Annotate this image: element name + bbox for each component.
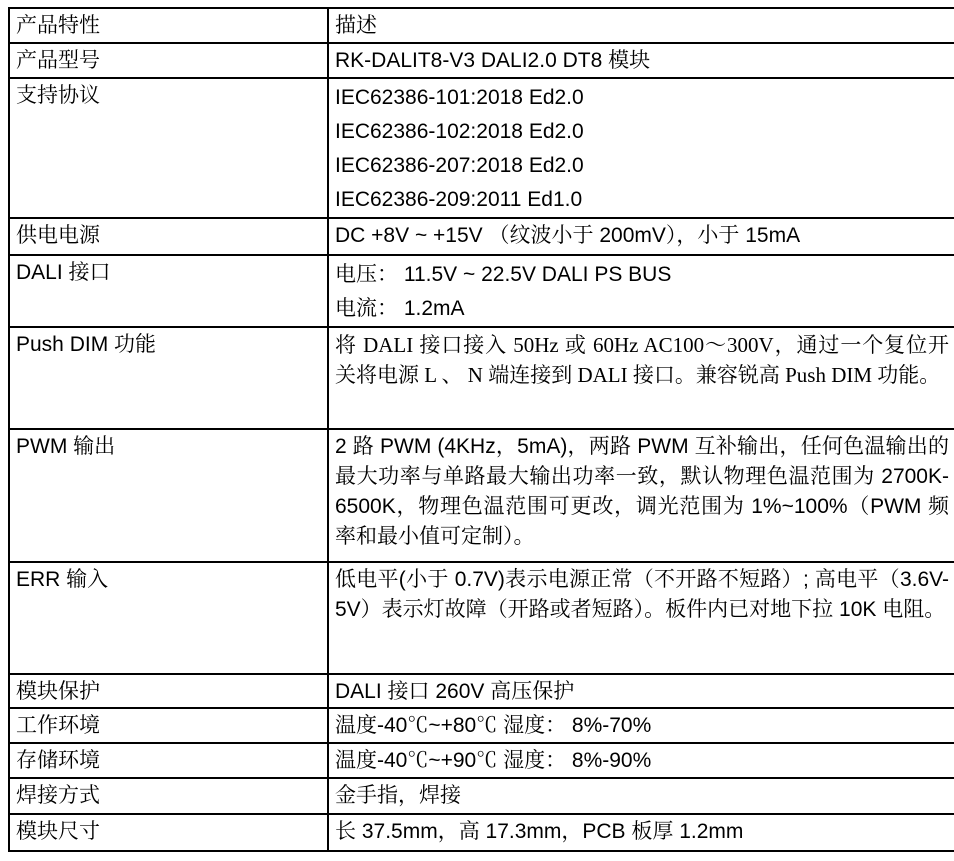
description-cell-power-supply: DC +8V ~ +15V （纹波小于 200mV），小于 15mA (328, 218, 954, 255)
description-cell-pwm-output: 2 路 PWM (4KHz，5mA)，两路 PWM 互补输出，任何色温输出的最大功率与单路最大输出功率一致，默认物理色温范围为 2700K-6500K，物理色温范围可更改，调光范围为 1%~100%（PWM 频率和最小值可定制）。 (328, 429, 954, 562)
protocol-line-2: IEC62386-102:2018 Ed2.0 (335, 120, 584, 143)
feature-cell-pwm-output: PWM 输出 (9, 429, 328, 562)
description-cell-storage-environment: 温度-40℃~+90℃ 湿度： 8%-90% (328, 743, 954, 778)
feature-cell-supported-protocols: 支持协议 (9, 78, 328, 218)
protocol-line-4: IEC62386-209:2011 Ed1.0 (335, 188, 583, 211)
description-cell-soldering-method: 金手指，焊接 (328, 778, 954, 814)
table-row-module-dimensions (9, 814, 954, 851)
description-cell-operating-environment: 温度-40℃~+80℃ 湿度： 8%-70% (328, 708, 954, 743)
product-spec-table (8, 7, 954, 852)
table-row-header (9, 8, 954, 43)
description-cell-push-dim-function: 将 DALI 接口接入 50Hz 或 60Hz AC100～300V，通过一个复位开关将电源 L 、 N 端连接到 DALI 接口。兼容锐高 Push DIM 功能。 (328, 327, 954, 429)
feature-cell-module-dimensions: 模块尺寸 (9, 814, 328, 851)
description-cell-supported-protocols (328, 78, 954, 218)
table-row-supported-protocols (9, 78, 954, 218)
feature-cell-push-dim-function: Push DIM 功能 (9, 327, 328, 429)
table-row-storage-environment (9, 743, 954, 778)
protocol-line-3: IEC62386-207:2018 Ed2.0 (335, 154, 584, 177)
dali-current-line: 电流： 1.2mA (335, 297, 465, 320)
table-row-power-supply (9, 218, 954, 255)
table-row-push-dim-function (9, 327, 954, 429)
description-cell-dali-interface (328, 255, 954, 327)
description-cell-product-model: RK-DALIT8-V3 DALI2.0 DT8 模块 (328, 43, 954, 78)
description-cell-module-dimensions: 长 37.5mm，高 17.3mm，PCB 板厚 1.2mm (328, 814, 954, 851)
protocol-line-1: IEC62386-101:2018 Ed2.0 (335, 86, 584, 109)
table-row-soldering-method (9, 778, 954, 814)
feature-cell-product-model: 产品型号 (9, 43, 328, 78)
table-row-operating-environment (9, 708, 954, 743)
table-row-pwm-output (9, 429, 954, 562)
feature-cell-operating-environment: 工作环境 (9, 708, 328, 743)
dali-voltage-line: 电压： 11.5V ~ 22.5V DALI PS BUS (335, 263, 672, 286)
table-row-product-model (9, 43, 954, 78)
table-row-err-input (9, 562, 954, 674)
header-feature-cell: 产品特性 (9, 8, 328, 43)
feature-cell-err-input: ERR 输入 (9, 562, 328, 674)
feature-cell-storage-environment: 存储环境 (9, 743, 328, 778)
feature-cell-power-supply: 供电电源 (9, 218, 328, 255)
table-row-dali-interface (9, 255, 954, 327)
description-cell-module-protection: DALI 接口 260V 高压保护 (328, 674, 954, 708)
feature-cell-soldering-method: 焊接方式 (9, 778, 328, 814)
feature-cell-dali-interface: DALI 接口 (9, 255, 328, 327)
table-row-module-protection (9, 674, 954, 708)
feature-cell-module-protection: 模块保护 (9, 674, 328, 708)
description-cell-err-input: 低电平(小于 0.7V)表示电源正常（不开路不短路）; 高电平（3.6V-5V）表示灯故障（开路或者短路）。板件内已对地下拉 10K 电阻。 (328, 562, 954, 674)
header-description-cell: 描述 (328, 8, 954, 43)
